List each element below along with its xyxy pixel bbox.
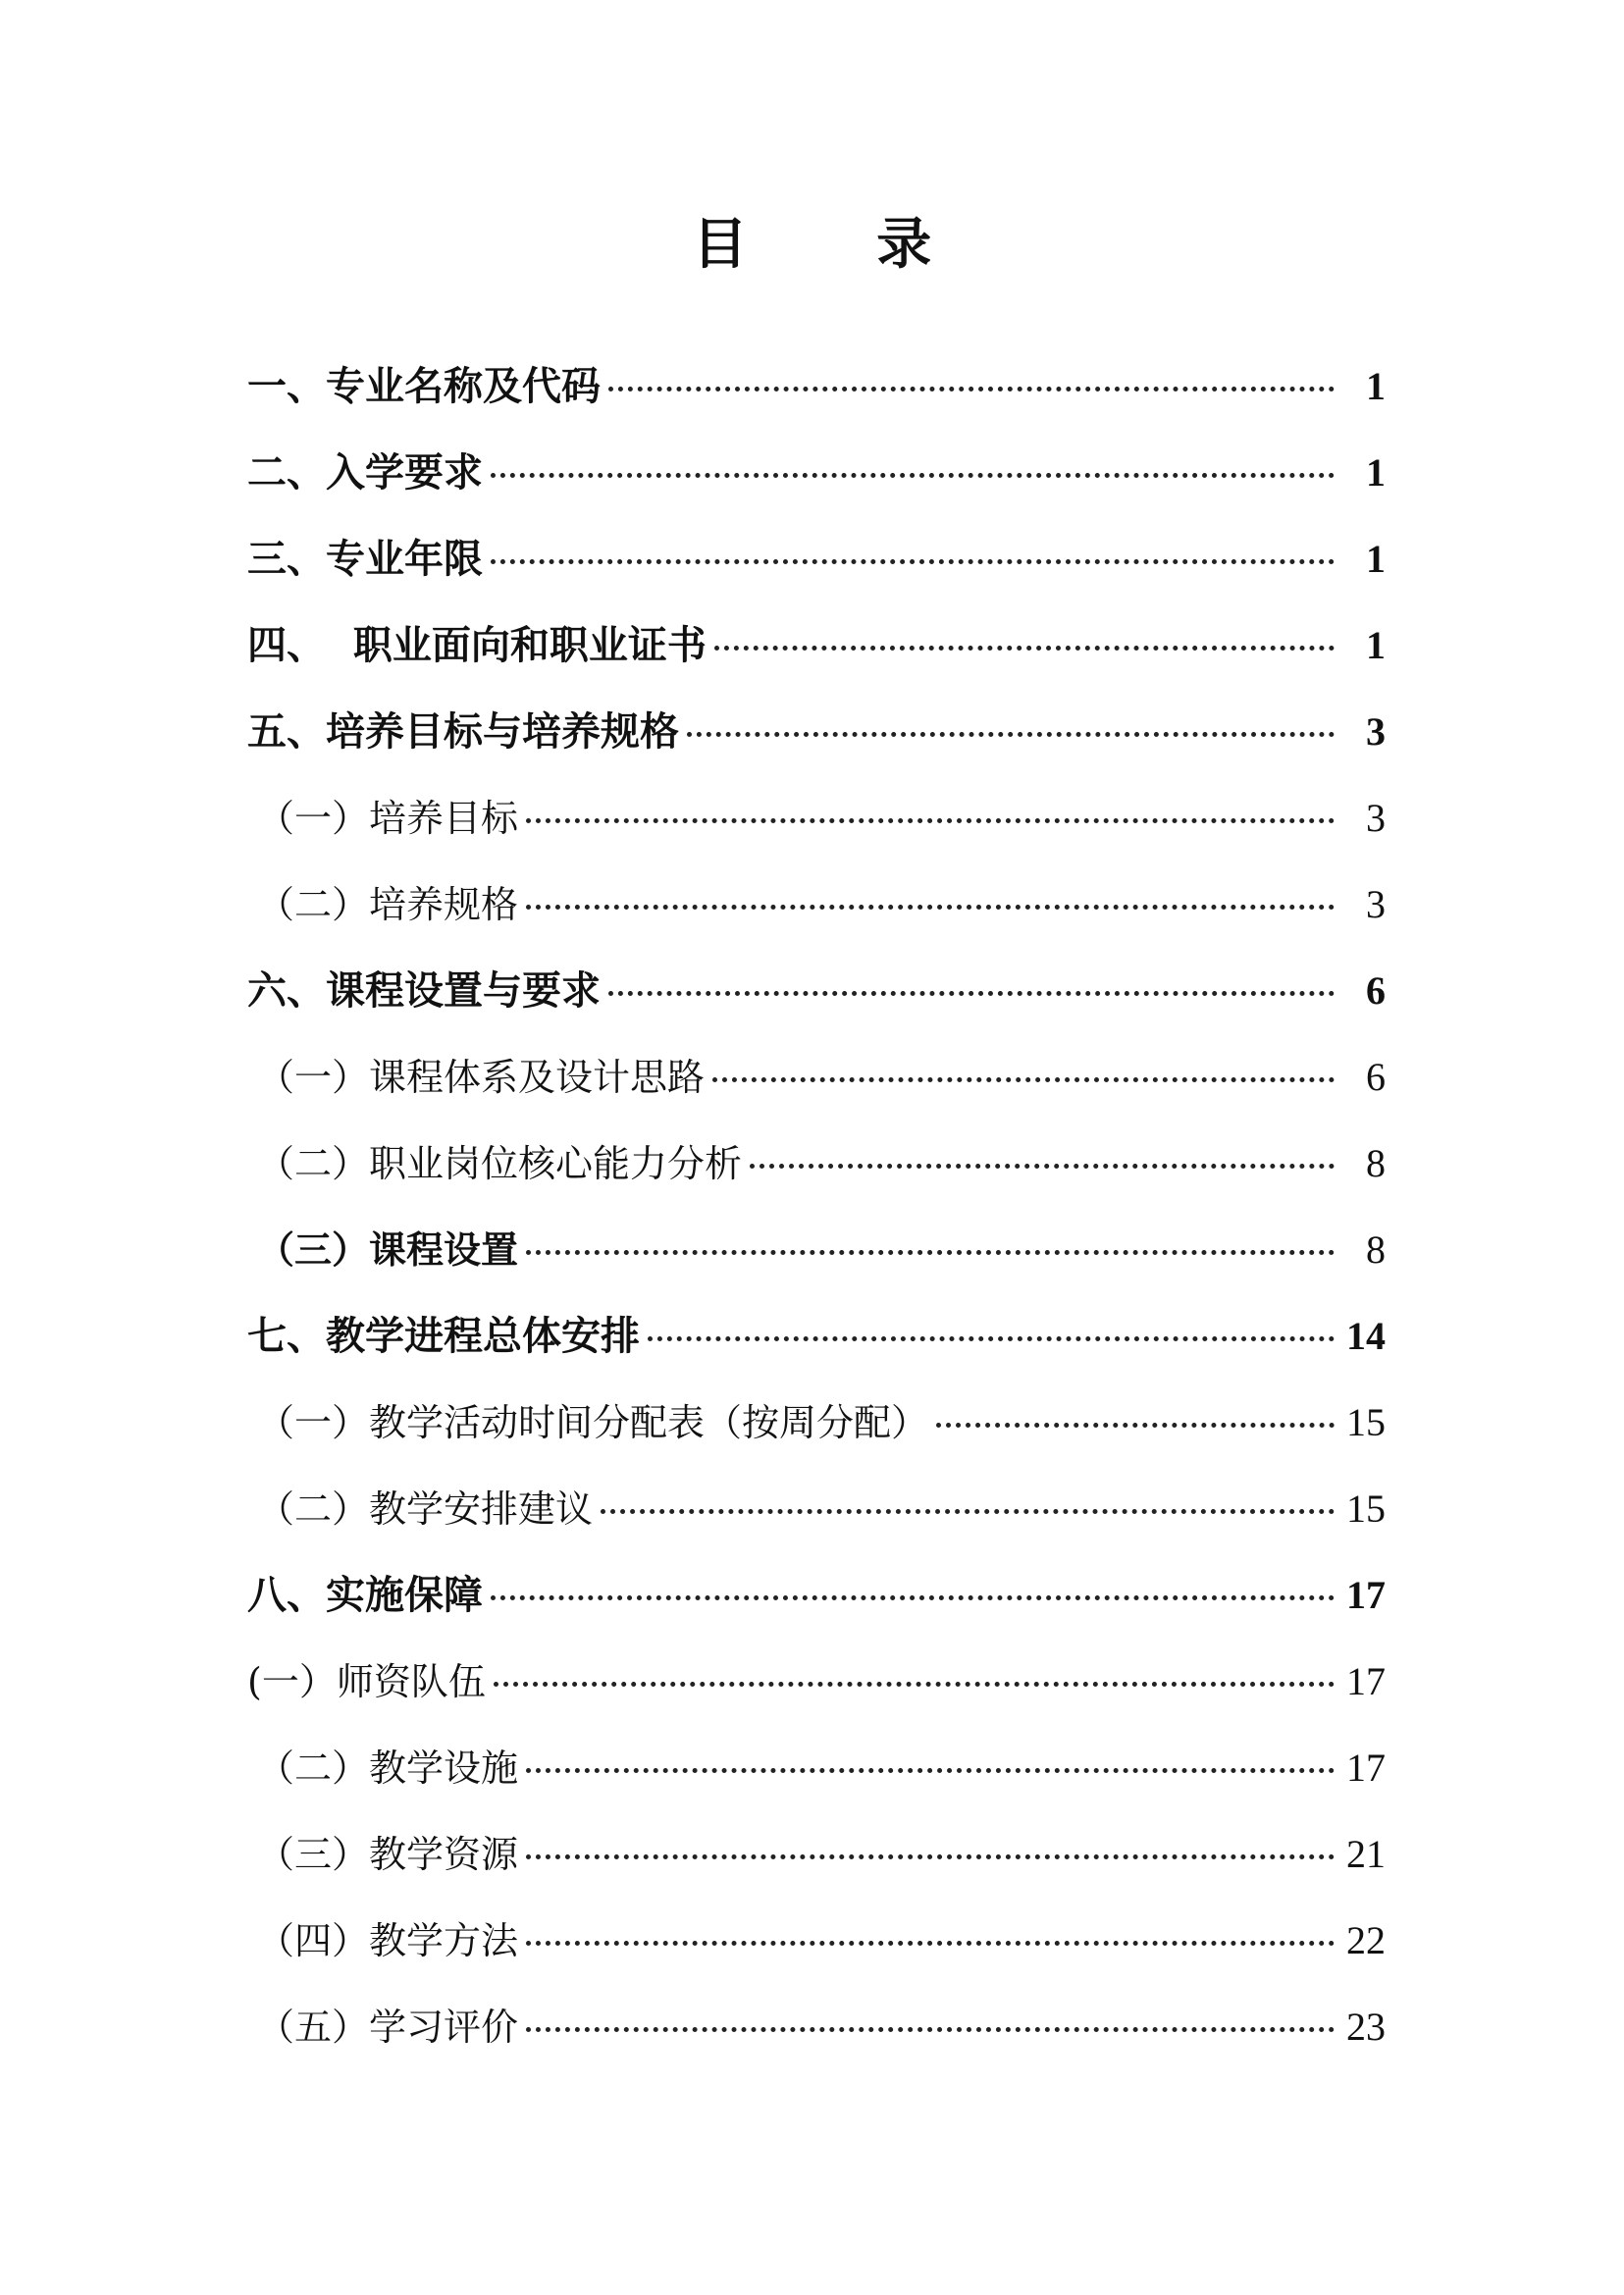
toc-entry-page: 23 xyxy=(1346,2005,1386,2049)
toc-entry-page: 21 xyxy=(1346,1832,1386,1876)
toc-entry[interactable] xyxy=(247,1121,1386,1207)
page-title: 目 录 xyxy=(692,212,987,277)
toc-entry-page: 3 xyxy=(1366,796,1386,840)
toc-entry[interactable] xyxy=(247,430,1386,516)
toc-entry[interactable] xyxy=(247,602,1386,689)
toc-entry-label: （三）课程设置 xyxy=(257,1228,519,1272)
toc-entry-page: 17 xyxy=(1346,1659,1386,1703)
toc-entry[interactable] xyxy=(247,1466,1386,1552)
toc-entry[interactable] xyxy=(247,1811,1386,1898)
dot-leader xyxy=(491,473,1335,478)
toc-entry-label: 四、 职业面向和职业证书 xyxy=(247,623,707,668)
toc-entry-page: 15 xyxy=(1346,1487,1386,1531)
toc-entry-page: 14 xyxy=(1346,1314,1386,1358)
dot-leader xyxy=(608,991,1335,996)
toc-entry-page: 1 xyxy=(1366,623,1386,667)
dot-leader xyxy=(491,1595,1335,1600)
toc-entry-label: （二）培养规格 xyxy=(257,883,519,926)
dot-leader xyxy=(526,1250,1335,1255)
toc-entry[interactable] xyxy=(247,1034,1386,1121)
toc-entry[interactable] xyxy=(247,1207,1386,1293)
toc-entry[interactable] xyxy=(247,775,1386,861)
toc-entry-page: 22 xyxy=(1346,1918,1386,1962)
toc-entry-page: 15 xyxy=(1346,1400,1386,1444)
toc-entry[interactable] xyxy=(247,1639,1386,1725)
toc-entry-label: （二）职业岗位核心能力分析 xyxy=(257,1142,743,1185)
toc-entry-label: 六、课程设置与要求 xyxy=(247,968,601,1014)
toc-entry-page: 8 xyxy=(1366,1227,1386,1272)
dot-leader xyxy=(526,2027,1335,2032)
dot-leader xyxy=(494,1682,1335,1687)
toc-entry[interactable] xyxy=(247,1380,1386,1466)
toc-entry-label: 一、专业名称及代码 xyxy=(247,364,601,409)
toc-entry-label: （三）教学资源 xyxy=(257,1833,519,1876)
toc-entry-page: 1 xyxy=(1366,364,1386,408)
toc-entry-label: （二）教学安排建议 xyxy=(257,1487,594,1531)
toc-entry-label: （四）教学方法 xyxy=(257,1919,519,1962)
toc-entry[interactable] xyxy=(247,1725,1386,1811)
toc-entry-label: 三、专业年限 xyxy=(247,537,483,582)
toc-entry-page: 17 xyxy=(1346,1573,1386,1617)
toc-entry[interactable] xyxy=(247,861,1386,948)
toc-entry-label: 八、实施保障 xyxy=(247,1573,483,1618)
dot-leader xyxy=(712,1077,1335,1082)
table-of-contents xyxy=(247,343,1386,2070)
dot-leader xyxy=(750,1164,1335,1169)
toc-entry-label: 二、入学要求 xyxy=(247,450,483,496)
toc-entry-label: （一）培养目标 xyxy=(257,797,519,840)
toc-entry-label: （一）课程体系及设计思路 xyxy=(257,1056,706,1099)
toc-entry-label: 七、教学进程总体安排 xyxy=(247,1314,640,1359)
dot-leader xyxy=(714,646,1335,651)
toc-entry-page: 3 xyxy=(1366,882,1386,926)
toc-entry[interactable] xyxy=(247,689,1386,775)
toc-entry-label: （五）学习评价 xyxy=(257,2006,519,2049)
toc-entry-page: 1 xyxy=(1366,537,1386,581)
toc-entry[interactable] xyxy=(247,343,1386,430)
toc-entry[interactable] xyxy=(247,516,1386,602)
dot-leader xyxy=(526,818,1335,823)
toc-entry-page: 3 xyxy=(1366,709,1386,754)
dot-leader xyxy=(526,905,1335,910)
toc-entry-page: 1 xyxy=(1366,450,1386,495)
toc-entry-label: （二）教学设施 xyxy=(257,1747,519,1790)
toc-entry-page: 6 xyxy=(1366,1055,1386,1099)
dot-leader xyxy=(687,732,1335,737)
toc-entry[interactable] xyxy=(247,1293,1386,1380)
dot-leader xyxy=(936,1423,1335,1428)
toc-entry-page: 8 xyxy=(1366,1141,1386,1185)
toc-entry-label: （一）教学活动时间分配表（按周分配） xyxy=(257,1401,929,1444)
dot-leader xyxy=(608,387,1335,391)
dot-leader xyxy=(526,1941,1335,1946)
toc-entry[interactable] xyxy=(247,948,1386,1034)
dot-leader xyxy=(526,1768,1335,1773)
toc-entry[interactable] xyxy=(247,1898,1386,1984)
dot-leader xyxy=(491,559,1335,564)
dot-leader xyxy=(601,1509,1335,1514)
dot-leader xyxy=(648,1336,1335,1341)
toc-entry[interactable] xyxy=(247,1552,1386,1639)
toc-entry-label: 五、培养目标与培养规格 xyxy=(247,709,679,755)
toc-entry-page: 6 xyxy=(1366,968,1386,1013)
dot-leader xyxy=(526,1854,1335,1859)
toc-entry-page: 17 xyxy=(1346,1746,1386,1790)
toc-entry-label: (一）师资队伍 xyxy=(247,1660,486,1703)
toc-entry[interactable] xyxy=(247,1984,1386,2070)
